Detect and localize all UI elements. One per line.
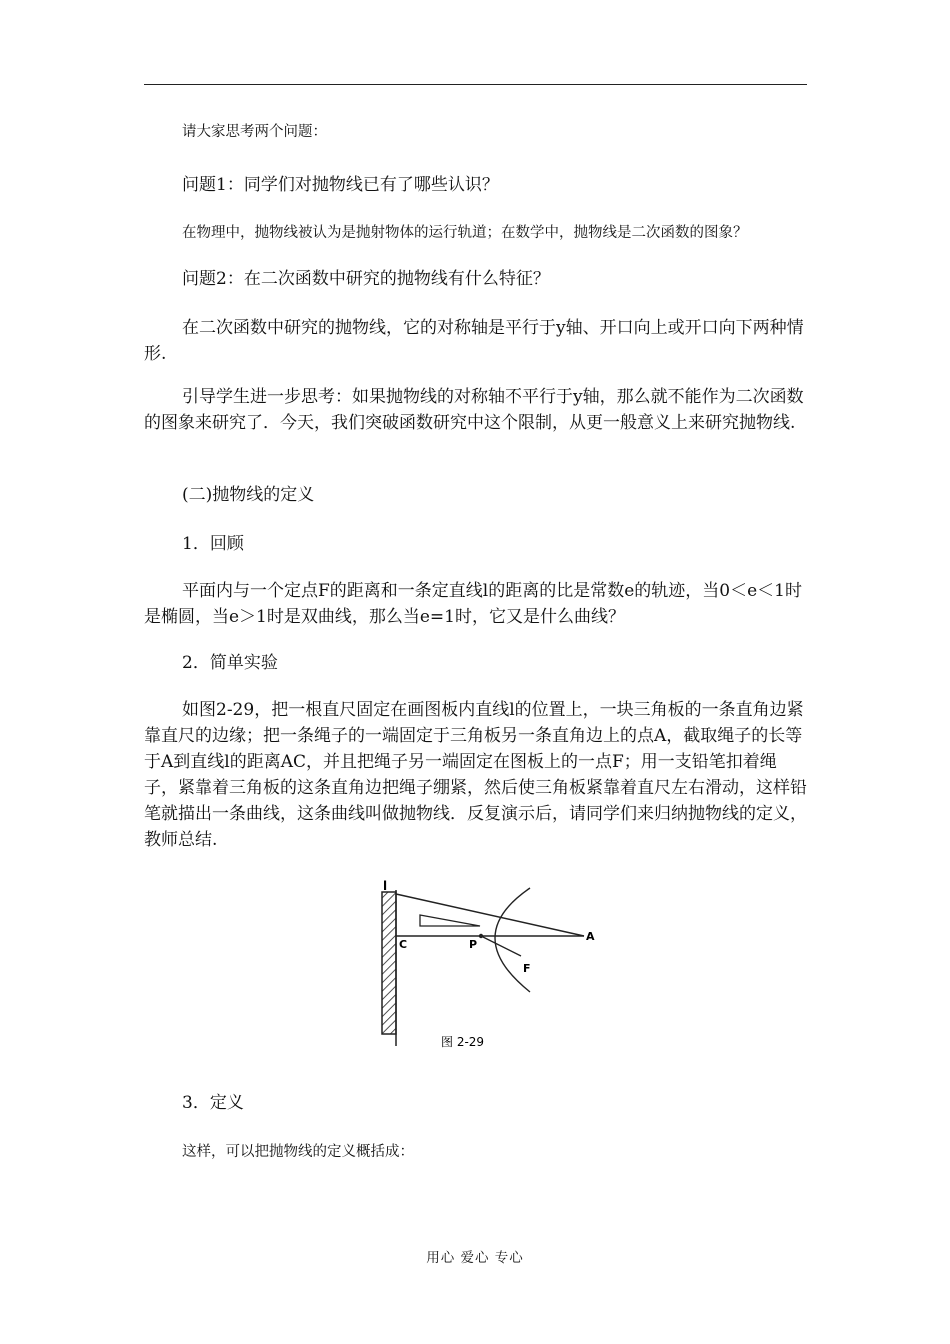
point-p bbox=[479, 934, 483, 938]
label-a: A bbox=[586, 930, 595, 943]
figure-caption: 图 2-29 bbox=[441, 1035, 485, 1049]
label-c: C bbox=[399, 938, 408, 951]
label-l: l bbox=[383, 879, 388, 893]
figure-2-29 bbox=[378, 876, 604, 1054]
header-rule bbox=[144, 84, 807, 85]
ruler-hatched bbox=[382, 892, 396, 1034]
paragraph-3: 在物理中，抛物线被认为是抛射物体的运行轨道；在数学中，抛物线是二次函数的图象？ bbox=[182, 225, 748, 241]
paragraph-6: 引导学生进一步思考：如果抛物线的对称轴不平行于y轴，那么就不能作为二次函数的图象来研究了．今天，我们突破函数研究中这个限制，从更一般意义上来研究抛物线. bbox=[144, 387, 804, 433]
paragraph-definition: 这样，可以把抛物线的定义概括成： bbox=[182, 1144, 414, 1160]
paragraph-review: 平面内与一个定点F的距离和一条定直线l的距离的比是常数e的轨迹，当0＜e＜1时是椭圆，当e＞1时是双曲线，那么当e=1时，它又是什么曲线？ bbox=[144, 581, 802, 627]
subheading-definition: 3．定义 bbox=[182, 1093, 244, 1113]
paragraph-experiment: 如图2-29，把一根直尺固定在画图板内直线l的位置上，一块三角板的一条直角边紧靠直尺的边缘；把一条绳子的一端固定于三角板另一条直角边上的点A，截取绳子的长等于A到直线l的距离AC，并且把绳子另一端固定在图板上的一点F；用一支铅笔扣着绳子，紧靠着三角板的这条直角边把绳子绷紧，然后使三角板紧靠着直尺左右滑动，这样铅笔就描出一条曲线，这条曲线叫做抛物线．反复演示后，请同学们来归纳抛物线的定义，教师总结. bbox=[144, 700, 807, 850]
paragraph-2: 问题1：同学们对抛物线已有了哪些认识？ bbox=[182, 175, 499, 195]
label-f: F bbox=[523, 962, 531, 975]
page-footer: 用心 爱心 专心 bbox=[426, 1250, 524, 1266]
triangle-cutout bbox=[420, 915, 480, 926]
parabola-arc bbox=[495, 888, 530, 992]
triangle-hyp bbox=[396, 894, 584, 936]
paragraph-5: 在二次函数中研究的抛物线，它的对称轴是平行于y轴、开口向上或开口向下两种情形. bbox=[144, 318, 804, 364]
subheading-experiment: 2．简单实验 bbox=[182, 653, 278, 673]
paragraph-1: 请大家思考两个问题： bbox=[182, 124, 327, 140]
subheading-review: 1．回顾 bbox=[182, 534, 244, 554]
section-heading: (二)抛物线的定义 bbox=[182, 485, 315, 505]
label-p: P bbox=[469, 938, 478, 951]
paragraph-4: 问题2：在二次函数中研究的抛物线有什么特征？ bbox=[182, 269, 550, 289]
string-pf bbox=[481, 936, 521, 956]
